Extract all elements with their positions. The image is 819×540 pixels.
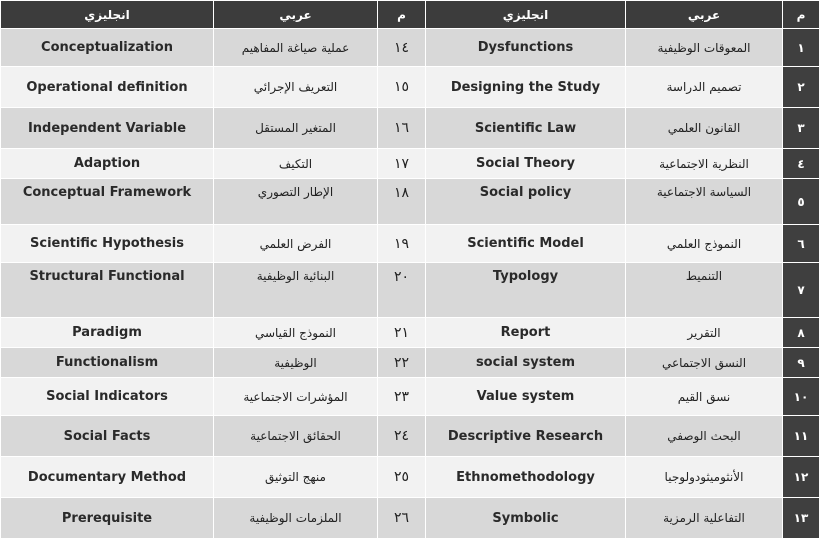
row-number-2: ١٧ (378, 149, 426, 179)
arabic-term-2: الحقائق الاجتماعية (214, 416, 378, 457)
arabic-term: النسق الاجتماعي (626, 348, 783, 378)
english-term: Typology (426, 263, 626, 318)
header-num-2: م (378, 1, 426, 29)
row-number-2: ٢٤ (378, 416, 426, 457)
arabic-term: النموذج العلمي (626, 225, 783, 263)
row-number: ٤ (783, 149, 819, 179)
arabic-term: النظرية الاجتماعية (626, 149, 783, 179)
arabic-term: السياسة الاجتماعية (626, 179, 783, 225)
english-term: Value system (426, 378, 626, 416)
arabic-term: القانون العلمي (626, 108, 783, 149)
row-number: ٨ (783, 318, 819, 348)
arabic-term-2: المتغير المستقل (214, 108, 378, 149)
table-row (1, 348, 819, 378)
arabic-term-2: النموذج القياسي (214, 318, 378, 348)
english-term-2: Prerequisite (1, 498, 214, 539)
english-term-2: Paradigm (1, 318, 214, 348)
row-number: ٢ (783, 67, 819, 108)
row-number-2: ١٦ (378, 108, 426, 149)
row-number: ٩ (783, 348, 819, 378)
english-term: Ethnomethodology (426, 457, 626, 498)
english-term: Social policy (426, 179, 626, 225)
row-number: ٥ (783, 179, 819, 225)
arabic-term-2: الإطار التصوري (214, 179, 378, 225)
row-number-2: ٢٢ (378, 348, 426, 378)
row-number: ١٣ (783, 498, 819, 539)
english-term: Designing the Study (426, 67, 626, 108)
table-row (1, 416, 819, 457)
english-term-2: Social Facts (1, 416, 214, 457)
table-row (1, 263, 819, 318)
arabic-term-2: عملية صياغة المفاهيم (214, 29, 378, 67)
english-term-2: Adaption (1, 149, 214, 179)
row-number: ٧ (783, 263, 819, 318)
arabic-term-2: الوظيفية (214, 348, 378, 378)
arabic-term-2: الملزمات الوظيفية (214, 498, 378, 539)
arabic-term: تصميم الدراسة (626, 67, 783, 108)
header-num: م (783, 1, 819, 29)
row-number-2: ٢٣ (378, 378, 426, 416)
arabic-term: التنميط (626, 263, 783, 318)
arabic-term: نسق القيم (626, 378, 783, 416)
row-number-2: ١٨ (378, 179, 426, 225)
english-term: Report (426, 318, 626, 348)
table-row (1, 29, 819, 67)
table-row (1, 67, 819, 108)
arabic-term-2: التعريف الإجرائي (214, 67, 378, 108)
header-english: انجليزي (426, 1, 626, 29)
header-english-2: انجليزي (1, 1, 214, 29)
arabic-term: التقرير (626, 318, 783, 348)
english-term-2: Structural Functional (1, 263, 214, 318)
row-number: ١ (783, 29, 819, 67)
header-row (1, 1, 819, 29)
english-term-2: Conceptualization (1, 29, 214, 67)
row-number: ١٢ (783, 457, 819, 498)
english-term-2: Social Indicators (1, 378, 214, 416)
english-term: social system (426, 348, 626, 378)
row-number-2: ١٩ (378, 225, 426, 263)
english-term: Descriptive Research (426, 416, 626, 457)
arabic-term: المعوقات الوظيفية (626, 29, 783, 67)
row-number-2: ١٤ (378, 29, 426, 67)
row-number: ١١ (783, 416, 819, 457)
english-term-2: Independent Variable (1, 108, 214, 149)
arabic-term-2: الفرض العلمي (214, 225, 378, 263)
table-row (1, 498, 819, 539)
english-term-2: Scientific Hypothesis (1, 225, 214, 263)
row-number-2: ٢٥ (378, 457, 426, 498)
english-term: Dysfunctions (426, 29, 626, 67)
arabic-term-2: منهج التوثيق (214, 457, 378, 498)
header-arabic: عربي (626, 1, 783, 29)
english-term-2: Conceptual Framework (1, 179, 214, 225)
arabic-term-2: المؤشرات الاجتماعية (214, 378, 378, 416)
arabic-term: البحث الوصفي (626, 416, 783, 457)
english-term: Scientific Model (426, 225, 626, 263)
row-number-2: ١٥ (378, 67, 426, 108)
table-row (1, 378, 819, 416)
row-number-2: ٢٦ (378, 498, 426, 539)
row-number: ١٠ (783, 378, 819, 416)
row-number-2: ٢٠ (378, 263, 426, 318)
header-arabic-2: عربي (214, 1, 378, 29)
english-term-2: Functionalism (1, 348, 214, 378)
row-number: ٣ (783, 108, 819, 149)
table-row (1, 149, 819, 179)
table-row (1, 179, 819, 225)
english-term: Symbolic (426, 498, 626, 539)
table-row (1, 457, 819, 498)
english-term-2: Operational definition (1, 67, 214, 108)
arabic-term-2: البنائية الوظيفية (214, 263, 378, 318)
english-term: Scientific Law (426, 108, 626, 149)
table-row (1, 318, 819, 348)
table-row (1, 225, 819, 263)
table-row (1, 108, 819, 149)
english-term: Social Theory (426, 149, 626, 179)
arabic-term-2: التكيف (214, 149, 378, 179)
arabic-term: التفاعلية الرمزية (626, 498, 783, 539)
english-term-2: Documentary Method (1, 457, 214, 498)
row-number-2: ٢١ (378, 318, 426, 348)
row-number: ٦ (783, 225, 819, 263)
arabic-term: الأنثوميثودولوجيا (626, 457, 783, 498)
